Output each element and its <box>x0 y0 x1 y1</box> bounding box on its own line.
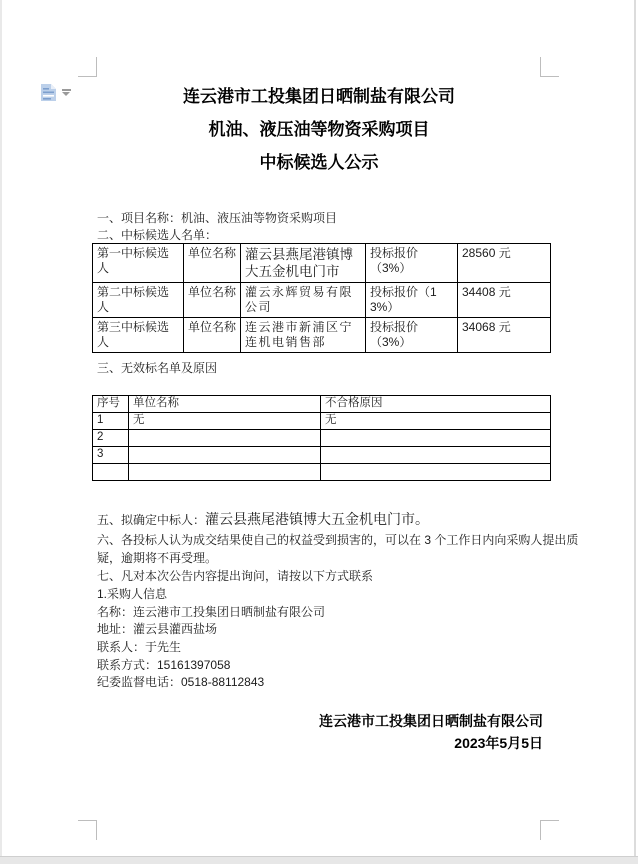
cell-unit-label: 单位名称 <box>184 244 241 283</box>
cell-seq: 1 <box>93 413 129 430</box>
candidates-table <box>92 243 551 353</box>
signature-date: 2023年5月5日 <box>454 735 543 751</box>
cell-price: 34068 元 <box>458 318 551 353</box>
cell-unit-name: 灌云县燕尾港镇博大五金机电门市 <box>241 244 366 283</box>
cell-rank: 第一中标候选人 <box>93 244 184 283</box>
cell-unit-name: 连云港市新浦区宁连机电销售部 <box>241 318 366 353</box>
title-project: 机油、液压油等物资采购项目 <box>208 120 430 139</box>
confirmed-winner-name: 灌云县燕尾港镇博大五金机电门市。 <box>205 511 430 527</box>
cell-seq: 2 <box>93 430 129 447</box>
cell-reason <box>321 464 551 481</box>
cell-reason <box>321 430 551 447</box>
cell-rank: 第三中标候选人 <box>93 318 184 353</box>
header-unit: 单位名称 <box>129 396 321 413</box>
cell-price-label: 投标报价（3%） <box>366 244 458 283</box>
signature-block <box>319 710 543 754</box>
buyer-address: 地址：灌云县灌西盐场 <box>97 622 218 636</box>
cell-unit <box>129 430 321 447</box>
buyer-phone: 联系方式：15161397058 <box>97 658 231 672</box>
table-header-row <box>93 396 551 413</box>
table-row <box>93 430 551 447</box>
confirmed-winner-prefix: 五、拟确定中标人： <box>97 513 206 527</box>
title-company: 连云港市工投集团日晒制盐有限公司 <box>183 87 455 106</box>
header-seq: 序号 <box>93 396 129 413</box>
page-bottom-gap <box>0 856 638 864</box>
cell-price-label: 投标报价（13%） <box>366 283 458 318</box>
cell-unit-name: 灌云永辉贸易有限公司 <box>241 283 366 318</box>
table-row <box>93 244 551 283</box>
table-row <box>93 447 551 464</box>
section-confirmed-winner <box>97 511 429 528</box>
buyer-contact-person: 联系人：于先生 <box>97 640 182 654</box>
cell-seq <box>93 464 129 481</box>
cell-unit-label: 单位名称 <box>184 283 241 318</box>
margin-mark-top-right-v <box>540 57 541 77</box>
table-row <box>93 283 551 318</box>
margin-mark-bottom-right-h <box>541 820 559 821</box>
table-row <box>93 413 551 430</box>
cell-reason: 无 <box>321 413 551 430</box>
buyer-info-heading: 1.采购人信息 <box>97 587 168 601</box>
cell-seq: 3 <box>93 447 129 464</box>
section-inquiry: 七、凡对本次公告内容提出询问，请按以下方式联系 <box>97 569 374 583</box>
title-announcement: 中标候选人公示 <box>259 153 379 172</box>
table-row <box>93 318 551 353</box>
cell-price: 28560 元 <box>458 244 551 283</box>
header-reason: 不合格原因 <box>321 396 551 413</box>
margin-mark-bottom-left-h <box>78 820 97 821</box>
margin-mark-top-left-v <box>96 57 97 77</box>
section-candidate-list-heading: 二、中标候选人名单： <box>97 228 218 242</box>
cell-unit <box>129 464 321 481</box>
cell-unit-label: 单位名称 <box>184 318 241 353</box>
document-title-block <box>0 80 638 179</box>
cell-rank: 第二中标候选人 <box>93 283 184 318</box>
cell-unit: 无 <box>129 413 321 430</box>
margin-mark-top-left-h <box>78 76 97 77</box>
section-project-name: 一、项目名称：机油、液压油等物资采购项目 <box>97 211 338 225</box>
margin-mark-bottom-left-v <box>96 820 97 840</box>
cell-price: 34408 元 <box>458 283 551 318</box>
cell-unit <box>129 447 321 464</box>
margin-mark-bottom-right-v <box>540 820 541 840</box>
section-invalid-bids-heading: 三、无效标名单及原因 <box>97 361 218 375</box>
margin-mark-top-right-h <box>541 76 559 77</box>
table-row <box>93 464 551 481</box>
section-objection-line1: 六、各投标人认为成交结果使自己的权益受到损害的，可以在 3 个工作日内向采购人提出质 <box>97 533 579 547</box>
section-objection-line2: 疑，逾期将不再受理。 <box>97 551 218 565</box>
cell-price-label: 投标报价（3%） <box>366 318 458 353</box>
signature-company: 连云港市工投集团日晒制盐有限公司 <box>319 713 543 729</box>
cell-reason <box>321 447 551 464</box>
buyer-supervise-phone: 纪委监督电话：0518-88112843 <box>97 675 265 689</box>
buyer-name: 名称：连云港市工投集团日晒制盐有限公司 <box>97 605 326 619</box>
invalid-bids-table <box>92 395 551 481</box>
